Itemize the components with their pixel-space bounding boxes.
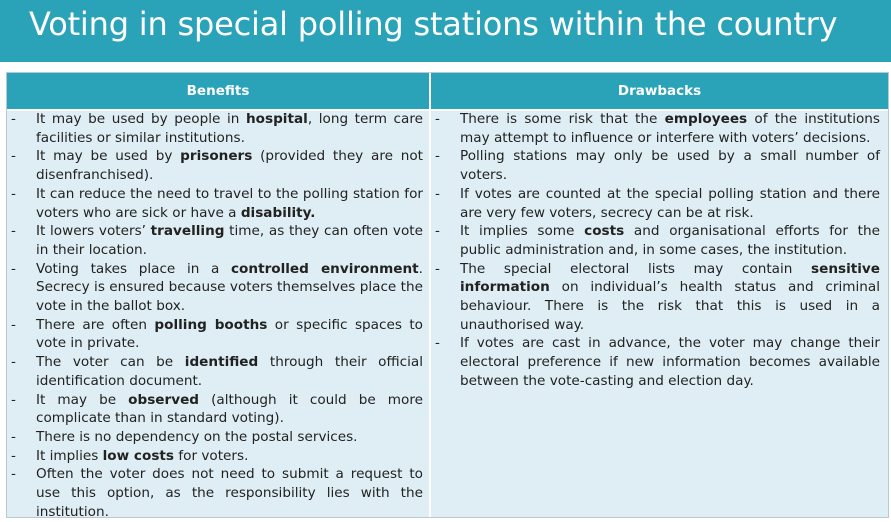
item-text: It may be used by	[36, 148, 181, 165]
list-item	[11, 185, 423, 222]
item-emphasis: sensitive information	[460, 260, 880, 296]
bullet-dash: -	[11, 447, 16, 464]
item-text: It may be	[36, 391, 129, 408]
list-item	[11, 110, 423, 147]
item-emphasis: polling booths	[154, 316, 268, 333]
benefits-header: Benefits	[7, 73, 429, 111]
bullet-dash: -	[11, 391, 16, 408]
comparison-table	[6, 72, 889, 518]
drawbacks-header: Drawbacks	[431, 73, 888, 111]
title-bar	[0, 0, 891, 62]
item-emphasis: travelling	[150, 223, 225, 240]
item-text: There is no dependency on the postal services.	[36, 428, 358, 445]
item-text: There is some risk that the	[460, 111, 665, 127]
item-text: It may be used by people in	[36, 111, 246, 127]
bullet-dash: -	[11, 111, 16, 127]
bullet-dash: -	[435, 148, 440, 165]
item-text: (provided they are not disenfranchised).	[36, 148, 423, 184]
item-text: and organisational efforts for the public administration and, in some cases, the institution.	[460, 223, 880, 258]
bullet-dash: -	[11, 466, 16, 483]
list-item	[435, 147, 880, 184]
item-text: through their official identification document.	[36, 354, 423, 389]
item-text: for voters.	[174, 447, 249, 464]
list-item	[11, 465, 423, 521]
list-item	[11, 260, 423, 316]
item-emphasis: costs	[584, 223, 625, 240]
list-item	[11, 428, 423, 447]
list-item	[11, 147, 423, 184]
bullet-dash: -	[11, 428, 16, 445]
bullet-dash: -	[11, 185, 16, 202]
item-text: Often the voter does not need to submit a request to use this option, as the responsibility lies with the institution.	[36, 466, 423, 520]
list-item	[435, 185, 880, 222]
list-item	[11, 353, 423, 390]
item-text: (although it could be more complicate than in standard voting).	[36, 391, 423, 427]
list-item	[11, 222, 423, 259]
item-emphasis: identified	[184, 354, 259, 371]
item-text: Polling stations may only be used by a small number of voters.	[460, 148, 880, 184]
item-emphasis: employees	[664, 111, 748, 127]
item-text: Voting takes place in a	[36, 260, 231, 277]
list-item	[435, 260, 880, 335]
item-emphasis: controlled environment	[231, 260, 419, 277]
item-text: or specific spaces to vote in private.	[36, 316, 423, 352]
item-text: There are often	[36, 316, 155, 333]
list-item	[435, 334, 880, 390]
item-emphasis: prisoners	[180, 148, 253, 165]
bullet-dash: -	[11, 148, 16, 165]
item-text: time, as they can often vote in their location.	[36, 223, 423, 258]
item-text: If votes are cast in advance, the voter may change their electoral preference if new information becomes available between the vote-casting and election day.	[460, 335, 880, 389]
bullet-dash: -	[11, 223, 16, 240]
bullet-dash: -	[435, 185, 440, 202]
item-emphasis: hospital	[245, 111, 308, 127]
item-emphasis: disability.	[240, 204, 316, 221]
item-text: If votes are counted at the special polling station and there are very few voters, secrecy can be at risk.	[460, 185, 880, 221]
item-text: It can reduce the need to travel to the polling station for voters who are sick or have a	[36, 185, 423, 221]
drawbacks-list	[431, 110, 888, 391]
item-emphasis: observed	[128, 391, 200, 408]
item-text: of the institutions may attempt to influence or interfere with voters’ decisions.	[460, 111, 880, 146]
list-item	[435, 222, 880, 259]
page-title: Voting in special polling stations within the country	[29, 5, 838, 43]
item-text: It lowers voters’	[36, 223, 151, 240]
benefits-list	[7, 110, 429, 521]
item-text: It implies some	[460, 223, 585, 240]
list-item	[11, 391, 423, 428]
item-text: , long term care facilities or similar institutions.	[36, 111, 424, 146]
benefits-column	[7, 73, 431, 520]
bullet-dash: -	[435, 111, 440, 127]
list-item	[11, 447, 423, 466]
bullet-dash: -	[11, 260, 16, 277]
bullet-dash: -	[11, 354, 16, 371]
bullet-dash: -	[435, 223, 440, 240]
item-text: on individual’s health status and criminal behaviour. There is the risk that this is used in a unauthorised way.	[460, 279, 880, 333]
bullet-dash: -	[435, 260, 440, 277]
list-item	[11, 316, 423, 353]
drawbacks-column	[431, 73, 888, 517]
item-text: The voter can be	[36, 354, 185, 371]
bullet-dash: -	[435, 335, 440, 352]
item-text: The special electoral lists may contain	[460, 260, 812, 277]
item-text: It implies	[36, 447, 103, 464]
bullet-dash: -	[11, 316, 16, 333]
list-item	[435, 110, 880, 147]
item-text: . Secrecy is ensured because voters themselves place the vote in the ballot box.	[36, 260, 423, 315]
item-emphasis: low costs	[102, 447, 175, 464]
